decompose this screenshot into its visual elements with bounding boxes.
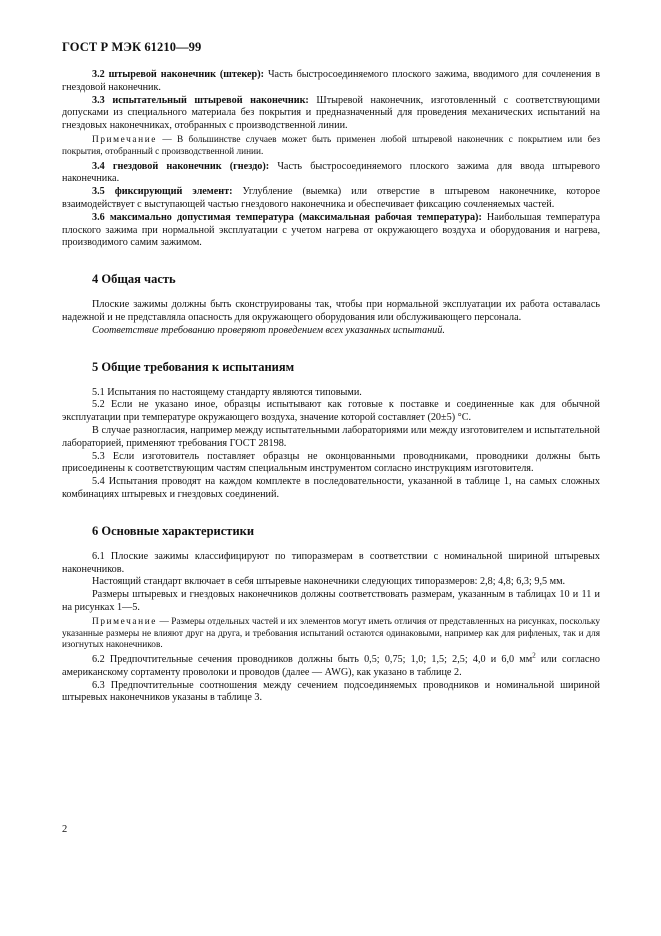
definition-text: Углубление (выемка) или отверстие в штыревом наконечнике, которое взаимодействует с выступающей частью гнездового наконечника и обеспечивает фиксацию сочленяемых частей. bbox=[62, 186, 600, 210]
note-2 bbox=[62, 617, 600, 652]
section-6-3: 6.3 Предпочтительные соотношения между сечением подсоединяемых проводников и номинальной шириной штыревых наконечников указаны в таблице 3. bbox=[62, 679, 600, 704]
definition-3-5 bbox=[62, 186, 600, 212]
section-5-3: 5.3 Если изготовитель поставляет образцы не оконцованными проводниками, проводники должны быть присоединены к соответствующим частям специальным инструментом согласно инструкциям изготовителя. bbox=[62, 450, 600, 475]
section-5-4: 5.4 Испытания проводят на каждом комплекте в последовательности, указанной в таблице 1, на самых сложных комбинациях штыревых и гнездовых соединений. bbox=[62, 476, 600, 500]
section-5-1: 5.1 Испытания по настоящему стандарту являются типовыми. bbox=[92, 386, 362, 398]
section-5-title: 5 Общие требования к испытаниям bbox=[92, 359, 295, 374]
definition-text: Штыревой наконечник, изготовленный с соответствующими допусками из специального материала без покрытия и предназначенный для проведения механических испытаний на гнездовых наконечниках, отобранных с производственной линии. bbox=[62, 94, 600, 132]
superscript: 2 bbox=[532, 651, 536, 660]
note-label: Примечание bbox=[92, 134, 157, 145]
section-4-heading-wrap bbox=[62, 272, 600, 287]
page-number: 2 bbox=[62, 824, 68, 835]
section-6-1: 6.1 Плоские зажимы классифицируют по типоразмерам в соответствии с номинальной шириной штыревых наконечников. bbox=[62, 550, 600, 575]
definition-term: фиксирующий элемент: bbox=[114, 186, 233, 198]
definition-text: Наибольшая температура плоского зажима при нормальной эксплуатации с учетом нагрева от окружающего воздуха и оборудования и нагрева, производимого самим зажимом. bbox=[62, 211, 601, 249]
definition-term: 3.6 bbox=[92, 211, 105, 223]
section-5-2: 5.2 Если не указано иное, образцы испытывают как готовые к поставке и соединенные как для обычной эксплуатации при температуре окружающего воздуха, значение которой составляет (20±5) °С. bbox=[62, 399, 600, 424]
section-4-title: 4 Общая часть bbox=[92, 272, 176, 287]
section-4-paragraph: Плоские зажимы должны быть сконструированы так, чтобы при нормальной эксплуатации их работа оставалась надежной и не представляла опасность для окружающего оборудования или обслуживающего персонала. bbox=[62, 299, 600, 323]
section-6-2 bbox=[62, 651, 601, 680]
section-6-2-tail: или согласно американскому сортаменту проволоки и проводов (далее — AWG), как указано в таблице 2. bbox=[62, 654, 601, 678]
definition-3-3 bbox=[62, 95, 600, 133]
definition-term: испытательный штыревой наконечник: bbox=[112, 94, 309, 106]
definition-term: 3.5 bbox=[92, 186, 105, 198]
document-header: ГОСТ Р МЭК 61210—99 bbox=[62, 40, 202, 54]
section-4-compliance: Соответствие требованию проверяют проведением всех указанных испытаний. bbox=[92, 324, 445, 336]
document-page bbox=[62, 40, 600, 705]
section-6-1-sizes: Настоящий стандарт включает в себя штыревые наконечники следующих типоразмеров: 2,8; 4,8; 6,3; 9,5 мм. bbox=[92, 576, 566, 588]
definition-text: Часть быстросоединяемого плоского зажима, вводимого для сочленения в гнездовой наконечник. bbox=[62, 69, 601, 93]
definition-term: штыревой наконечник (штекер): bbox=[108, 69, 265, 80]
definition-term: 3.3 bbox=[92, 94, 105, 106]
definition-text: Часть быстросоединяемого плоского зажима для ввода штыревого наконечника. bbox=[62, 160, 601, 185]
section-6-title: 6 Основные характеристики bbox=[92, 523, 255, 538]
section-6-heading-wrap bbox=[62, 524, 600, 539]
note-text: — Размеры отдельных частей и их элементов могут иметь отличия от представленных на рисунках, поскольку указанные размеры не влияют друг на друга, и требования испытаний остаются одинаковыми, например как для рифленых, так и для изогнутых наконечников. bbox=[62, 616, 601, 651]
note-1 bbox=[62, 135, 600, 159]
note-text: — В большинстве случаев может быть применен любой штыревой наконечник с покрытием или без покрытия, отобранный с производственной линии. bbox=[62, 134, 601, 157]
definition-term: 3.2 bbox=[92, 69, 105, 80]
note-label: Примечание bbox=[92, 616, 157, 627]
definition-term: максимально допустимая температура (максимальная рабочая температура): bbox=[109, 211, 482, 223]
section-6-1-dimensions: Размеры штыревых и гнездовых наконечников должны соответствовать размерам, указанным в таблицах 10 и 11 и на рисунках 1—5. bbox=[62, 589, 600, 613]
definition-3-2 bbox=[62, 69, 600, 95]
definition-term: гнездовой наконечник (гнездо): bbox=[112, 160, 270, 172]
definition-term: 3.4 bbox=[92, 160, 105, 172]
definition-3-4 bbox=[62, 161, 600, 187]
section-5-2-dispute: В случае разногласия, например между испытательными лабораториями или между изготовителем и испытательной лабораторией, применяют требования ГОСТ 28198. bbox=[62, 424, 600, 449]
section-6-2-text: 6.2 Предпочтительные сечения проводников должны быть 0,5; 0,75; 1,0; 1,5; 2,5; 4,0 и 6,0 мм bbox=[92, 654, 533, 666]
definition-3-6 bbox=[62, 212, 600, 250]
section-5-heading-wrap bbox=[62, 360, 600, 375]
